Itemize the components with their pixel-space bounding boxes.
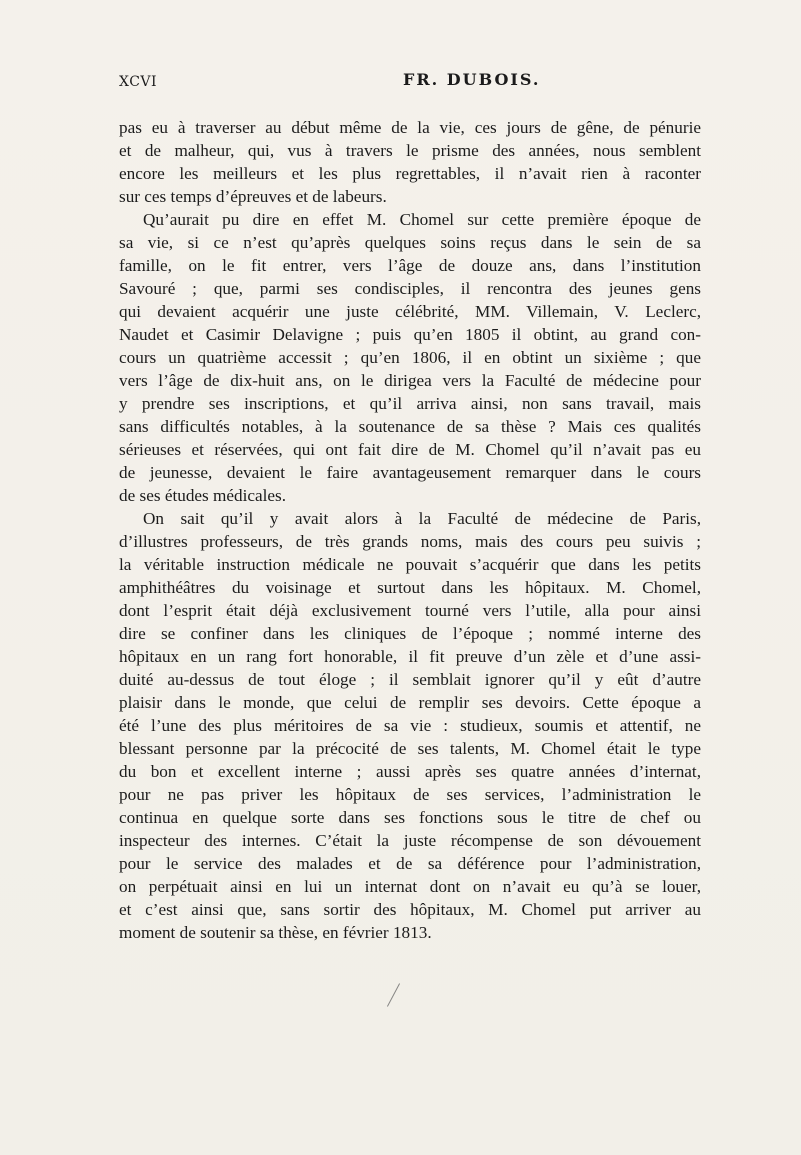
text-line: sérieuses et réservées, qui ont fait dire de M. Chomel qu’il n’avait pas eu — [119, 440, 701, 459]
text-line: duité au-dessus de tout éloge ; il semblait ignorer qu’il y eût d’autre — [119, 670, 701, 689]
pencil-mark — [387, 983, 400, 1006]
text-line: qui devaient acquérir une juste célébrité, MM. Villemain, V. Leclerc, — [119, 302, 701, 321]
text-line: vers l’âge de dix-huit ans, on le dirigea vers la Faculté de médecine pour — [119, 371, 701, 390]
text-line: inspecteur des internes. C’était la juste récompense de son dévouement — [119, 831, 701, 850]
text-line: Naudet et Casimir Delavigne ; puis qu’en 1805 il obtint, au grand con- — [119, 325, 701, 344]
text-line: et c’est ainsi que, sans sortir des hôpitaux, M. Chomel put arriver au — [119, 900, 701, 919]
running-head: FR. DUBOIS. — [403, 70, 541, 89]
body-text — [119, 116, 701, 944]
text-line: et de malheur, qui, vus à travers le prisme des années, nous semblent — [119, 141, 701, 160]
text-line: blessant personne par la précocité de ses talents, M. Chomel était le type — [119, 739, 701, 758]
text-line: plaisir dans le monde, que celui de remplir ses devoirs. Cette époque a — [119, 693, 701, 712]
text-line: de jeunesse, devaient le faire avantageusement remarquer dans le cours — [119, 463, 701, 482]
text-line: Savouré ; que, parmi ses condisciples, il rencontra des jeunes gens — [119, 279, 701, 298]
text-line: été l’une des plus méritoires de sa vie : studieux, soumis et attentif, ne — [119, 716, 701, 735]
page-header — [119, 70, 701, 94]
text-line: moment de soutenir sa thèse, en février 1813. — [119, 923, 432, 942]
text-line: sa vie, si ce n’est qu’après quelques soins reçus dans le sein de sa — [119, 233, 701, 252]
text-line: amphithéâtres du voisinage et surtout dans les hôpitaux. M. Chomel, — [119, 578, 701, 597]
text-line: continua en quelque sorte dans ses fonctions sous le titre de chef ou — [119, 808, 701, 827]
text-line: dont l’esprit était déjà exclusivement tourné vers l’utile, alla pour ainsi — [119, 601, 701, 620]
text-line: on perpétuait ainsi en lui un internat dont on n’avait eu qu’à se louer, — [119, 877, 701, 896]
text-line: encore les meilleurs et les plus regrettables, il n’avait rien à raconter — [119, 164, 701, 183]
text-line: sur ces temps d’épreuves et de labeurs. — [119, 187, 387, 206]
text-line: pour ne pas priver les hôpitaux de ses services, l’administration le — [119, 785, 701, 804]
text-line: dire se confiner dans les cliniques de l’époque ; nommé interne des — [119, 624, 701, 643]
text-line: pour le service des malades et de sa déférence pour l’administration, — [119, 854, 701, 873]
page-number: XCVI — [119, 74, 158, 90]
text-line: cours un quatrième accessit ; qu’en 1806, il en obtint un sixième ; que — [119, 348, 701, 367]
text-line: y prendre ses inscriptions, et qu’il arriva ainsi, non sans travail, mais — [119, 394, 701, 413]
text-line: d’illustres professeurs, de très grands noms, mais des cours peu suivis ; — [119, 532, 701, 551]
text-line: de ses études médicales. — [119, 486, 287, 505]
text-line: famille, on le fit entrer, vers l’âge de douze ans, dans l’institution — [119, 256, 701, 275]
text-line: Qu’aurait pu dire en effet M. Chomel sur cette première époque de — [143, 210, 701, 229]
text-line: pas eu à traverser au début même de la vie, ces jours de gêne, de pénurie — [119, 118, 701, 137]
text-line: sans difficultés notables, à la soutenance de sa thèse ? Mais ces qualités — [119, 417, 701, 436]
text-line: la véritable instruction médicale ne pouvait s’acquérir que dans les petits — [119, 555, 701, 574]
text-line: hôpitaux en un rang fort honorable, il fit preuve d’un zèle et d’une assi- — [119, 647, 701, 666]
text-line: du bon et excellent interne ; aussi après ses quatre années d’internat, — [119, 762, 701, 781]
text-line: On sait qu’il y avait alors à la Faculté de médecine de Paris, — [143, 509, 701, 528]
